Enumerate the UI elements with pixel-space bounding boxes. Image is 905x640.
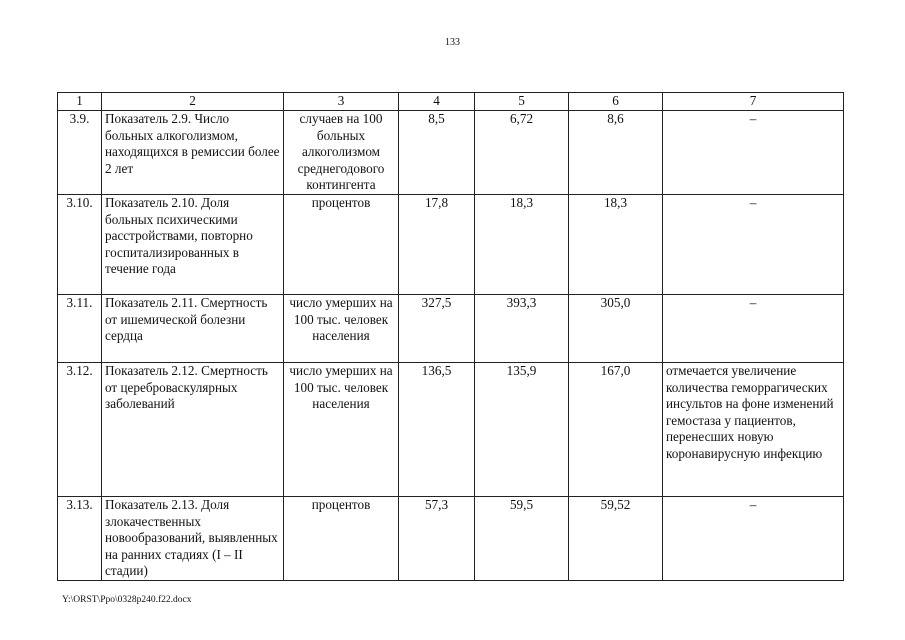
footer-file-path: Y:\ORST\Ppo\0328p240.f22.docx — [62, 595, 192, 605]
value-col5: 59,5 — [475, 497, 569, 581]
value-col4: 17,8 — [399, 195, 475, 295]
column-header: 5 — [475, 93, 569, 111]
unit-cell: случаев на 100 больных алкоголизмом среднегодового контингента — [284, 111, 399, 195]
value-col6: 8,6 — [569, 111, 663, 195]
table-row — [58, 497, 844, 581]
value-col5: 393,3 — [475, 295, 569, 363]
row-number: 3.12. — [58, 363, 102, 497]
unit-cell: число умерших на 100 тыс. человек населения — [284, 363, 399, 497]
table-row — [58, 295, 844, 363]
note-cell: – — [663, 497, 844, 581]
indicator-name: Показатель 2.11. Смертность от ишемической болезни сердца — [102, 295, 284, 363]
table-row — [58, 195, 844, 295]
value-col5: 135,9 — [475, 363, 569, 497]
value-col6: 59,52 — [569, 497, 663, 581]
note-cell: – — [663, 295, 844, 363]
indicator-name: Показатель 2.12. Смертность от цереброваскулярных заболеваний — [102, 363, 284, 497]
row-number: 3.9. — [58, 111, 102, 195]
value-col6: 18,3 — [569, 195, 663, 295]
column-header: 3 — [284, 93, 399, 111]
table-row — [58, 363, 844, 497]
value-col4: 8,5 — [399, 111, 475, 195]
column-header: 1 — [58, 93, 102, 111]
indicator-name: Показатель 2.13. Доля злокачественных новообразований, выявленных на ранних стадиях (I – II стадии) — [102, 497, 284, 581]
value-col4: 136,5 — [399, 363, 475, 497]
page-number: 133 — [445, 37, 460, 48]
table-row — [58, 111, 844, 195]
value-col5: 6,72 — [475, 111, 569, 195]
value-col4: 57,3 — [399, 497, 475, 581]
row-number: 3.11. — [58, 295, 102, 363]
unit-cell: число умерших на 100 тыс. человек населения — [284, 295, 399, 363]
column-header: 2 — [102, 93, 284, 111]
column-header: 6 — [569, 93, 663, 111]
value-col6: 305,0 — [569, 295, 663, 363]
unit-cell: процентов — [284, 497, 399, 581]
value-col5: 18,3 — [475, 195, 569, 295]
indicators-table — [57, 92, 844, 581]
row-number: 3.13. — [58, 497, 102, 581]
column-header: 7 — [663, 93, 844, 111]
indicator-name: Показатель 2.10. Доля больных психическими расстройствами, повторно госпитализированных в течение года — [102, 195, 284, 295]
value-col6: 167,0 — [569, 363, 663, 497]
header-row — [58, 93, 844, 111]
column-header: 4 — [399, 93, 475, 111]
row-number: 3.10. — [58, 195, 102, 295]
indicator-name: Показатель 2.9. Число больных алкоголизмом, находящихся в ремиссии более 2 лет — [102, 111, 284, 195]
unit-cell: процентов — [284, 195, 399, 295]
note-cell: – — [663, 195, 844, 295]
note-cell: – — [663, 111, 844, 195]
value-col4: 327,5 — [399, 295, 475, 363]
note-cell: отмечается увеличение количества геморрагических инсультов на фоне изменений гемостаза у пациентов, перенесших новую коронавирусную инфекцию — [663, 363, 844, 497]
